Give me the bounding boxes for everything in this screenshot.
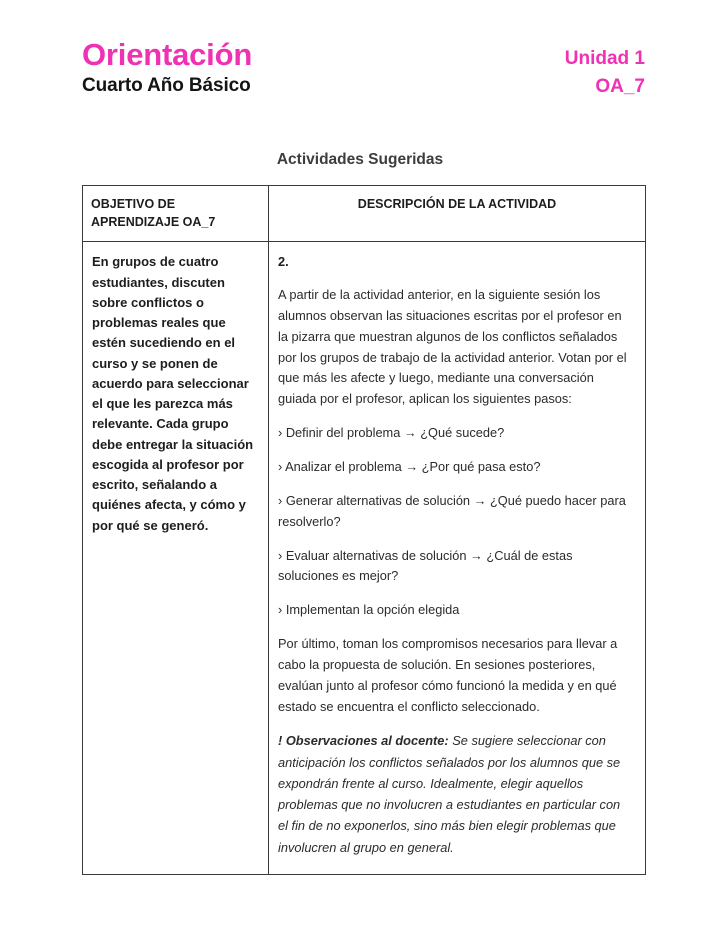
column-header-objective: OBJETIVO DE APRENDIZAJE OA_7 [83,186,269,242]
teacher-note-lead: ! Observaciones al docente: [278,733,449,749]
column-header-description: DESCRIPCIÓN DE LA ACTIVIDAD [269,186,646,242]
activity-step-5: › Implementan la opción elegida [278,602,460,618]
activity-step-1: › Definir del problema → ¿Qué sucede? [278,425,505,441]
activity-intro-paragraph: A partir de la actividad anterior, en la siguiente sesión los alumnos observan las situaciones escritas por el profesor en la pizarra que muestran algunos de los conflictos señalados por los grupos de trabajo de la actividad anterior. Votan por el que más les afecte y luego, mediante una conversación guiada por el profesor, aplican los siguientes pasos: [278,287,627,407]
header-right-group [565,38,645,99]
document-header [82,38,645,99]
cell-activity-description [269,242,646,875]
activity-step-3: › Generar alternativas de solución → ¿Qué puedo hacer para resolverlo? [278,492,626,529]
section-title: Actividades Sugeridas [276,151,444,168]
oa-code-label: OA_7 [595,75,645,97]
table-header-row [83,186,646,242]
cell-learning-objective: En grupos de cuatro estudiantes, discuten sobre conflictos o problemas reales que estén sucediendo en el curso y se ponen de acuerdo para seleccionar el que les parezca más relevante. Cada grupo debe entregar la situación escogida al profesor por escrito, señalando a quiénes afecta, y cómo y por qué se generó. [83,242,269,875]
table-header-row-group [83,186,646,242]
grade-level-title: Cuarto Año Básico [82,75,251,97]
activity-step-2: › Analizar el problema → ¿Por qué pasa esto? [278,459,541,474]
header-left-group [82,38,252,98]
activities-table [82,185,646,875]
activity-closing-paragraph: Por último, toman los compromisos necesarios para llevar a cabo la propuesta de solución. En sesiones posteriores, evalúan junto al profesor cómo funcionó la medida y en qué estado se encuentra el conflicto seleccionado. [278,636,618,714]
unit-label: Unidad 1 [564,48,645,69]
activity-number: 2. [278,254,289,270]
table-row [83,242,646,875]
subject-title: Orientación [82,37,253,72]
activity-step-4: › Evaluar alternativas de solución → ¿Cuál de estas soluciones es mejor? [278,547,573,584]
table-body [83,242,646,875]
teacher-note-text: Se sugiere seleccionar con anticipación los conflictos señalados por los alumnos que se expondrán frente al curso. Idealmente, elegir aquellos problemas que no involucren a estudiantes en particular con el fin de no exponerlos, sino más bien elegir problemas que involucren al grupo en general. [278,733,621,855]
teacher-note [278,730,633,857]
